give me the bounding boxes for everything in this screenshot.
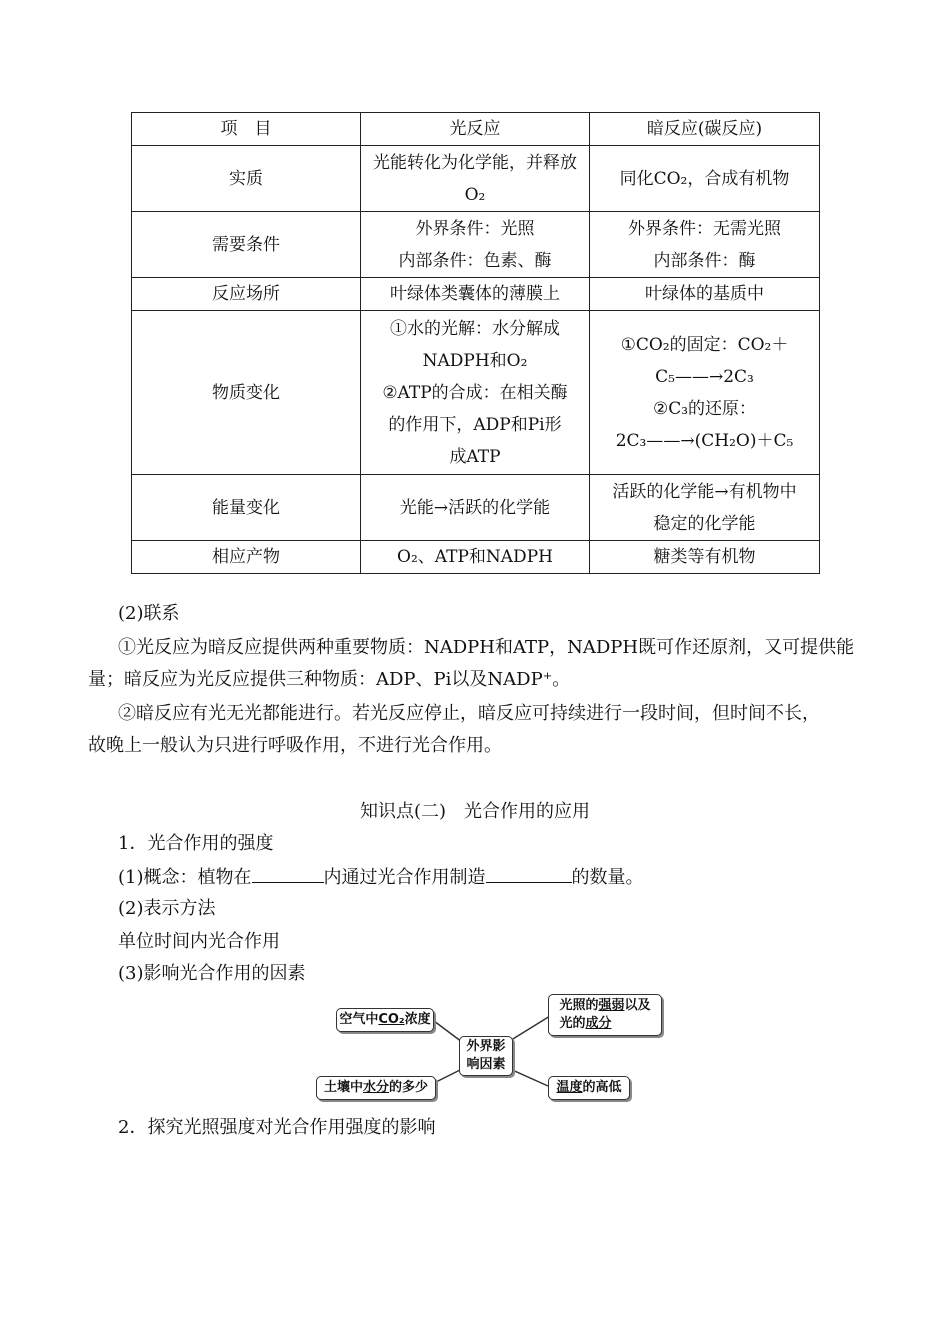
- cell-light: 叶绿体类囊体的薄膜上: [361, 278, 590, 311]
- cell-dark: 糖类等有机物: [590, 541, 820, 574]
- cell-line: ②ATP的合成：在相关酶: [382, 382, 568, 403]
- box-text: 浓度: [404, 1012, 431, 1027]
- cell-line: 外界条件：光照: [415, 218, 535, 239]
- cell-line: 内部条件：色素、酶: [398, 250, 552, 271]
- box-text: 空气中: [339, 1012, 379, 1027]
- section-title: 知识点(二) 光合作用的应用: [359, 801, 591, 822]
- header-light-reaction: 光反应: [361, 113, 590, 146]
- box-text: 以及: [624, 998, 651, 1013]
- link-heading: (2)联系: [118, 603, 180, 624]
- method-text: 单位时间内光合作用: [118, 931, 280, 952]
- cell-light: [361, 311, 590, 475]
- cell-line: NADPH和O₂: [422, 350, 528, 371]
- paragraph-line: 故晚上一般认为只进行呼吸作用，不进行光合作用。: [88, 735, 502, 756]
- paragraph-line: 量；暗反应为光反应提供三种物质：ADP、Pi以及NADP⁺。: [88, 669, 571, 690]
- box-keyword: 水分: [362, 1080, 389, 1095]
- cell-line: C₅——→2C₃: [655, 366, 754, 387]
- cell-light: 光能→活跃的化学能: [361, 475, 590, 541]
- table-row: [132, 146, 820, 212]
- cell-line: 活跃的化学能→有机物中: [612, 481, 797, 502]
- row-label: 反应场所: [132, 278, 361, 311]
- row-label: 需要条件: [132, 212, 361, 278]
- row-label: 物质变化: [132, 311, 361, 475]
- header-item: 项 目: [132, 113, 361, 146]
- concept-text: 的数量。: [571, 867, 644, 888]
- table-row: [132, 311, 820, 475]
- temperature-box: [548, 1076, 630, 1100]
- cell-line: 内部条件：酶: [653, 250, 756, 271]
- table-row: [132, 212, 820, 278]
- cell-dark: [590, 311, 820, 475]
- table-header-row: [132, 113, 820, 146]
- table-row: [132, 475, 820, 541]
- heading-2: 2．探究光照强度对光合作用强度的影响: [118, 1117, 436, 1138]
- box-text: 的高低: [582, 1080, 622, 1095]
- row-label: 相应产物: [132, 541, 361, 574]
- fill-blank[interactable]: [252, 864, 324, 883]
- box-text: 光照的: [559, 998, 599, 1013]
- concept-line: [118, 864, 644, 890]
- box-keyword: CO₂: [378, 1012, 405, 1027]
- cell-line: 成ATP: [449, 446, 501, 467]
- air-co2-box: [336, 1008, 434, 1032]
- cell-line: ①CO₂的固定：CO₂＋: [620, 334, 789, 355]
- concept-text: (1)概念：植物在: [118, 867, 252, 888]
- method-heading: (2)表示方法: [118, 898, 216, 919]
- box-text: 光的: [559, 1016, 586, 1031]
- cell-light: 光能转化为化学能，并释放O₂: [361, 146, 590, 212]
- box-text: 的多少: [389, 1080, 429, 1095]
- cell-line: ②C₃的还原：: [652, 398, 757, 419]
- header-dark-reaction: 暗反应(碳反应): [590, 113, 820, 146]
- box-text: 土壤中: [323, 1080, 363, 1095]
- table-row: [132, 278, 820, 311]
- paragraph-line: ①光反应为暗反应提供两种重要物质：NADPH和ATP，NADPH既可作还原剂，又可提供能: [118, 637, 855, 658]
- factors-heading: (3)影响光合作用的因素: [118, 963, 306, 984]
- cell-light: [361, 212, 590, 278]
- box-keyword: 温度: [556, 1080, 583, 1095]
- center-box: [459, 1036, 513, 1076]
- cell-light: O₂、ATP和NADPH: [361, 541, 590, 574]
- cell-dark: 叶绿体的基质中: [590, 278, 820, 311]
- concept-text: 内通过光合作用制造: [323, 867, 486, 888]
- row-label: 实质: [132, 146, 361, 212]
- heading-1: 1．光合作用的强度: [118, 833, 274, 854]
- soil-water-box: [316, 1076, 436, 1100]
- fill-blank[interactable]: [486, 864, 572, 883]
- factors-diagram: [300, 990, 680, 1110]
- table-row: [132, 541, 820, 574]
- center-line: 响因素: [466, 1057, 506, 1072]
- row-label: 能量变化: [132, 475, 361, 541]
- cell-line: 的作用下，ADP和Pi形: [388, 414, 562, 435]
- cell-line: ①水的光解：水分解成: [390, 318, 560, 339]
- center-line: 外界影: [466, 1039, 506, 1054]
- cell-line: 2C₃——→(CH₂O)＋C₅: [615, 430, 794, 451]
- cell-dark: [590, 212, 820, 278]
- light-box: [548, 994, 662, 1036]
- cell-dark: [590, 475, 820, 541]
- box-keyword: 强弱: [598, 998, 625, 1013]
- paragraph-line: ②暗反应有光无光都能进行。若光反应停止，暗反应可持续进行一段时间，但时间不长，: [118, 703, 820, 724]
- cell-line: 稳定的化学能: [653, 513, 756, 534]
- box-keyword: 成分: [585, 1016, 612, 1031]
- cell-line: 外界条件：无需光照: [628, 218, 781, 239]
- comparison-table: [131, 112, 820, 574]
- cell-dark: 同化CO₂，合成有机物: [590, 146, 820, 212]
